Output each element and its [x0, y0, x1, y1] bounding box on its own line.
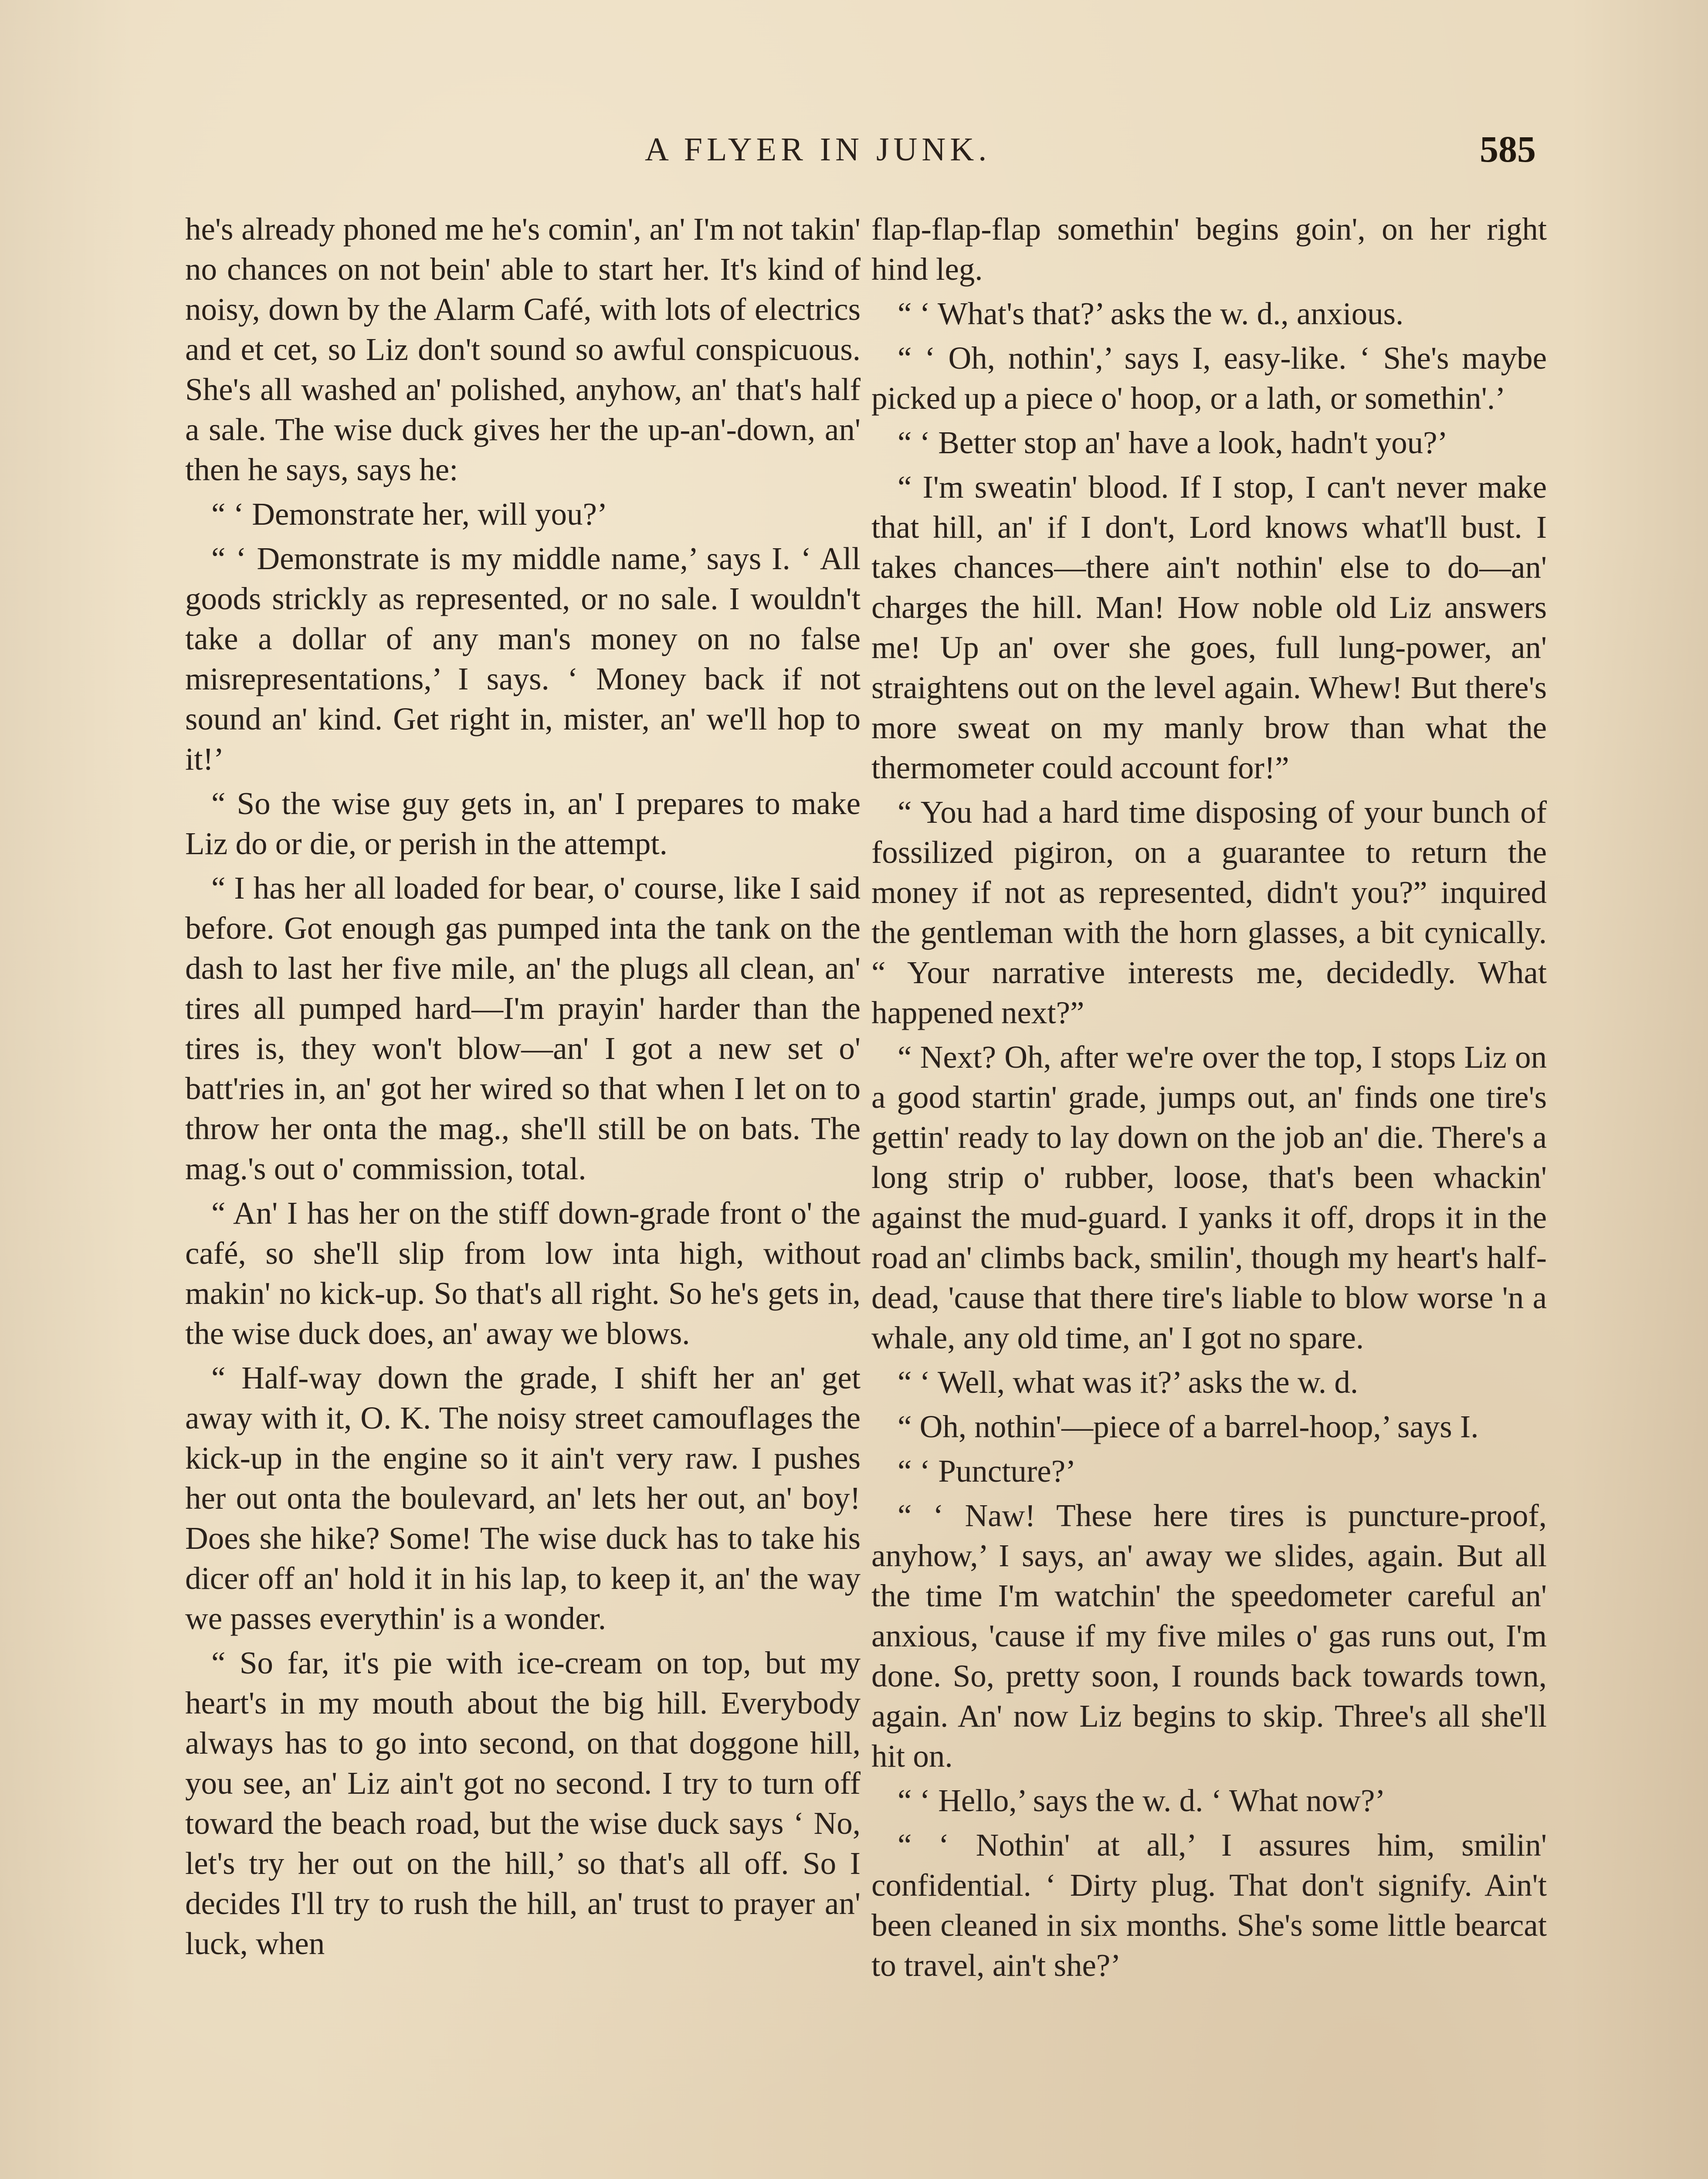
- running-title: A FLYER IN JUNK.: [645, 131, 991, 168]
- paragraph: he's already phoned me he's comin', an' I'm not takin' no chances on not bein' able to start her. It's kind of noisy, down by the Alarm Café, with lots of electrics and et cet, so Liz don't sound so awful conspicuous. She's all washed an' polished, anyhow, an' that's half a sale. The wise duck gives her the up-an'-down, an' then he says, says he:: [185, 211, 861, 487]
- paragraph: “ ‘ Naw! These here tires is puncture-proof, anyhow,’ I says, an' away we slides, again. But all the time I'm watchin' the speedometer careful an' anxious, 'cause if my five miles o' gas runs out, I'm done. So, pretty soon, I rounds back towards town, again. An' now Liz begins to skip. Three's all she'll hit on.: [871, 1498, 1547, 1774]
- paragraph: “ Next? Oh, after we're over the top, I stops Liz on a good startin' grade, jumps out, an' finds one tire's gettin' ready to lay down on the job an' die. There's a long strip o' rubber, loose, that's been whackin' against the mud-guard. I yanks it off, drops it in the road an' climbs back, smilin', though my heart's half-dead, 'cause that there tire's liable to blow worse 'n a whale, any old time, an' I got no spare.: [871, 1039, 1547, 1355]
- paragraph: “ So far, it's pie with ice-cream on top, but my heart's in my mouth about the big hill. Everybody always has to go into second, on that doggone hill, you see, an' Liz ain't got no second. I try to turn off toward the beach road, but the wise duck says ‘ No, let's try her out on the hill,’ so that's all off. So I decides I'll try to rush the hill, an' trust to prayer an' luck, when: [185, 1645, 861, 1961]
- paragraph: “ ‘ Demonstrate her, will you?’: [211, 496, 608, 532]
- paragraph: “ I has her all loaded for bear, o' course, like I said before. Got enough gas pumped inta the tank on the dash to last her five mile, an' the plugs all clean, an' tires all pumped hard—I'm prayin' harder than the tires is, they won't blow—an' I got a new set o' batt'ries in, an' got her wired so that when I let on to throw her onta the mag., she'll still be on bats. The mag.'s out o' commission, total.: [185, 870, 861, 1186]
- paragraph: “ ‘ Demonstrate is my middle name,’ says I. ‘ All goods strickly as represented, or no sale. I wouldn't take a dollar of any man's money on no false misrepresentations,’ I says. ‘ Money back if not sound an' kind. Get right in, mister, an' we'll hop to it!’: [185, 541, 861, 777]
- paragraph: “ Half-way down the grade, I shift her an' get away with it, O. K. The noisy street camouflages the kick-up in the engine so it ain't very raw. I pushes her out onta the boulevard, an' lets her out, an' boy! Does she hike? Some! The wise duck has to take his dicer off an' hold it in his lap, to keep it, an' the way we passes everythin' is a wonder.: [185, 1360, 861, 1636]
- left-text-column: [185, 209, 861, 1968]
- paragraph: “ ‘ Puncture?’: [898, 1453, 1076, 1489]
- paragraph: “ ‘ Better stop an' have a look, hadn't you?’: [898, 425, 1448, 460]
- right-text-column: [871, 209, 1547, 1990]
- paragraph: “ ‘ Oh, nothin',’ says I, easy-like. ‘ She's maybe picked up a piece o' hoop, or a lath, or somethin'.’: [871, 340, 1547, 416]
- paragraph: “ ‘ Well, what was it?’ asks the w. d.: [898, 1364, 1359, 1400]
- paragraph: “ Oh, nothin'—piece of a barrel-hoop,’ says I.: [898, 1409, 1479, 1444]
- paragraph: “ You had a hard time disposing of your bunch of fossilized pigiron, on a guarantee to return the money if not as represented, didn't you?” inquired the gentleman with the horn glasses, a bit cynically. “ Your narrative interests me, decidedly. What happened next?”: [871, 794, 1547, 1030]
- paragraph: “ So the wise guy gets in, an' I prepares to make Liz do or die, or perish in the attempt.: [185, 786, 861, 861]
- paragraph: “ ‘ What's that?’ asks the w. d., anxious.: [898, 296, 1404, 331]
- paragraph: “ An' I has her on the stiff down-grade front o' the café, so she'll slip from low inta high, without makin' no kick-up. So that's all right. So he's gets in, the wise duck does, an' away we blows.: [185, 1195, 861, 1351]
- page-number: 585: [1480, 128, 1536, 170]
- paragraph: “ ‘ Hello,’ says the w. d. ‘ What now?’: [898, 1783, 1386, 1818]
- paragraph: flap-flap-flap somethin' begins goin', on her right hind leg.: [871, 211, 1547, 287]
- paragraph: “ I'm sweatin' blood. If I stop, I can't never make that hill, an' if I don't, Lord knows what'll bust. I takes chances—there ain't nothin' else to do—an' charges the hill. Man! How noble old Liz answers me! Up an' over she goes, full lung-power, an' straightens out on the level again. Whew! But there's more sweat on my manly brow than what the thermometer could account for!”: [871, 469, 1547, 785]
- paragraph: “ ‘ Nothin' at all,’ I assures him, smilin' confidential. ‘ Dirty plug. That don't signify. Ain't been cleaned in six months. She's some little bearcat to travel, ain't she?’: [871, 1827, 1547, 1983]
